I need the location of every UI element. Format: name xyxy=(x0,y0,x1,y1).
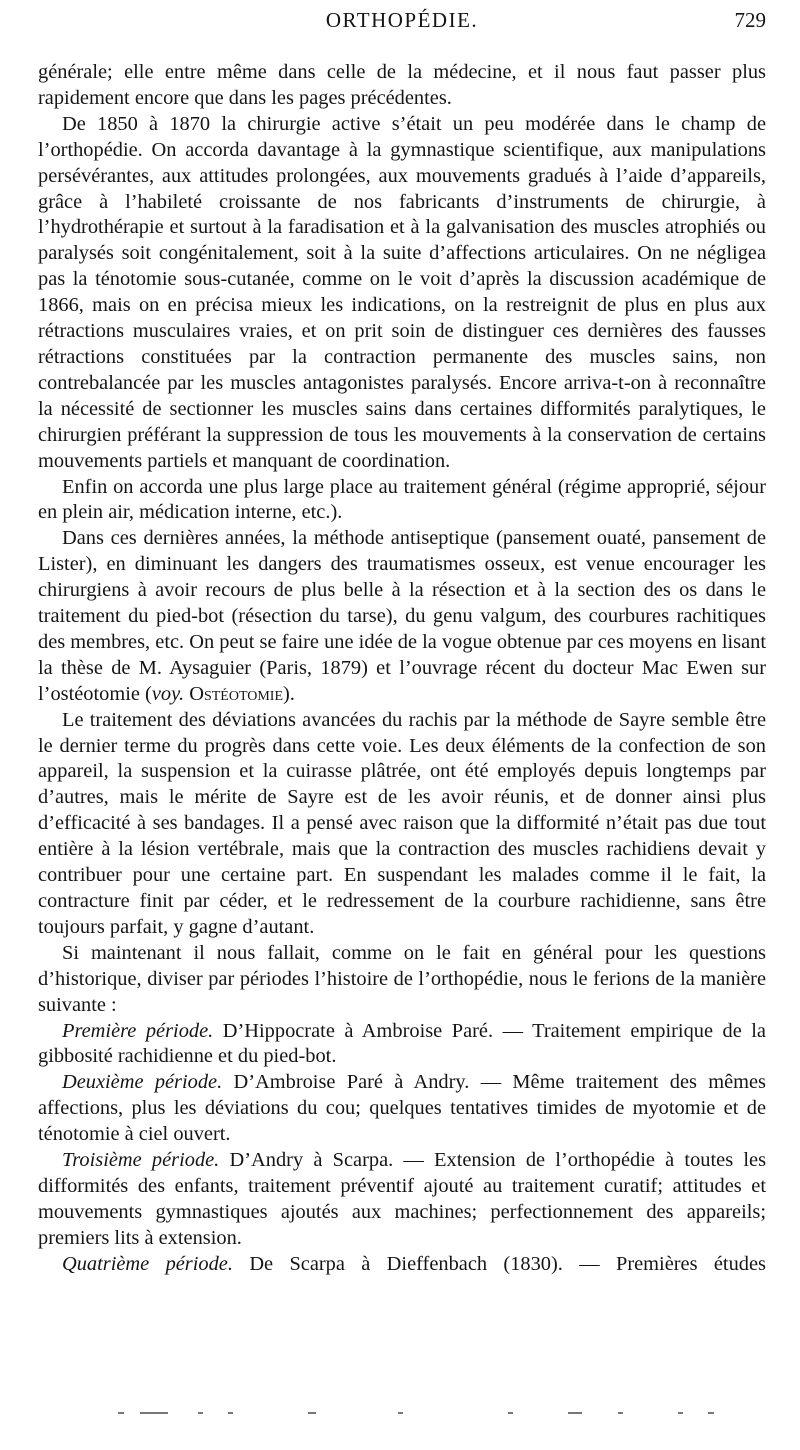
paragraph-sayre xyxy=(38,708,766,941)
paragraph-text: Enfin on accorda une plus large place au traitement général (régime approprié, séjour en plein air, médication interne, etc.). xyxy=(38,475,766,524)
paragraph-text: générale; elle entre même dans celle de la médecine, et il nous faut passer plus rapidement encore que dans les pages précédentes. xyxy=(38,61,766,109)
paragraph-text: Si maintenant il nous fallait, comme on le fait en général pour les questions d’historique, diviser par périodes l’histoire de l’orthopédie, nous le ferions de la manière suivante : xyxy=(38,941,766,1016)
period-text: De Scarpa à Dieffenbach (1830). — Premières études xyxy=(249,1252,766,1275)
page-number: 729 xyxy=(734,8,766,32)
paragraph-1850-1870 xyxy=(38,112,766,475)
cross-reference: Ostéotomie xyxy=(189,682,284,705)
paragraph-antiseptic xyxy=(38,526,766,707)
period-text: D’Hippocrate à Ambroise Paré. — Traitement empirique de la gibbosité rachidienne et du pied-bot. xyxy=(38,1019,766,1068)
paragraph-text: ). xyxy=(283,682,295,705)
paragraph-text: De 1850 à 1870 la chirurgie active s’était un peu modérée dans le champ de l’orthopédie. On accorda davantage à la gymnastique scientifique, aux manipulations persévérantes, aux attitudes prolongées, aux mouvements gradués à l’aide d’appareils, grâce à l’habileté croissante de nos fabricants d’instruments de chirurgie, à l’hydrothérapie et surtout à la faradisation et à la galvanisation des muscles atrophiés ou paralysés soit congénitalement, soit à la suite d’affections articulaires. On ne négligea pas la ténotomie sous-cutanée, comme on le voit d’après la discussion académique de 1866, mais on en précisa mieux les indications, on la restreignit de plus en plus aux rétractions musculaires vraies, et on prit soin de distinguer ces dernières des fausses rétractions constituées par la contraction permanente des muscles sains, non contrebalancée par les muscles antagonistes paralysés. Encore arriva-t-on à reconnaître la nécessité de sectionner les muscles sains dans certaines difformités paralytiques, le chirurgien préférant la suppression de tous les mouvements à la conservation de certains mouvements partiels et manquant de coordination. xyxy=(38,112,766,472)
period-label: Première période. xyxy=(62,1019,214,1042)
paragraph-periods-intro xyxy=(38,941,766,1019)
paragraph-text: Le traitement des déviations avancées du rachis par la méthode de Sayre semble être le dernier terme du progrès dans cette voie. Les deux éléments de la confection de son appareil, la suspension et la cuirasse plâtrée, ont été employés depuis longtemps par d’autres, mais le mérite de Sayre est de les avoir réunis, et de donner ainsi plus d’efficacité à ses bandages. Il a pensé avec raison que la difformité n’était pas due tout entière à la lésion vertébrale, mais que la contraction des muscles rachidiens devait y contribuer pour une certaine part. En suspendant les malades comme il le fait, la contracture finit par céder, et le redressement de la courbure rachidienne, sans être toujours parfait, y gagne d’autant. xyxy=(38,708,766,938)
period-4 xyxy=(38,1252,766,1278)
period-2 xyxy=(38,1070,766,1148)
period-text: D’Ambroise Paré à Andry. — Même traitement des mêmes affections, plus les déviations du cou; quelques tentatives timides de myotomie et de ténotomie à ciel ouvert. xyxy=(38,1071,766,1146)
period-text: D’Andry à Scarpa. — Extension de l’orthopédie à toutes les difformités des enfants, traitement préventif ajouté au traitement curatif; attitudes et mouvements gymnastiques ajoutés aux machines; perfectionnement des appareils; premiers lits à extension. xyxy=(38,1149,767,1249)
voy-abbrev: voy. xyxy=(151,682,185,705)
page-header xyxy=(38,8,766,38)
paragraph-continuation xyxy=(38,60,766,112)
period-label: Quatrième période. xyxy=(62,1252,233,1275)
paragraph-text: Dans ces dernières années, la méthode antiseptique (pansement ouaté, pansement de Lister), en diminuant les dangers des traumatismes osseux, est venue encourager les chirurgiens à avoir recours de plus belle à la résection et à la section des os dans le traitement du pied-bot (résection du tarse), du genu valgum, des courbures rachitiques des membres, etc. On peut se faire une idée de la vogue obtenue par ces moyens en lisant la thèse de M. Aysaguier (Paris, 1879) et l’ouvrage récent du docteur Mac Ewen sur l’ostéotomie ( xyxy=(38,527,766,705)
running-title: ORTHOPÉDIE. xyxy=(325,8,479,32)
bleed-through-marks xyxy=(118,1408,718,1418)
period-label: Troisième période. xyxy=(62,1149,220,1172)
paragraph-general-treatment xyxy=(38,475,766,527)
period-3 xyxy=(38,1148,766,1252)
body-text xyxy=(38,60,766,1278)
period-label: Deuxième période. xyxy=(62,1071,223,1094)
period-1 xyxy=(38,1019,766,1071)
